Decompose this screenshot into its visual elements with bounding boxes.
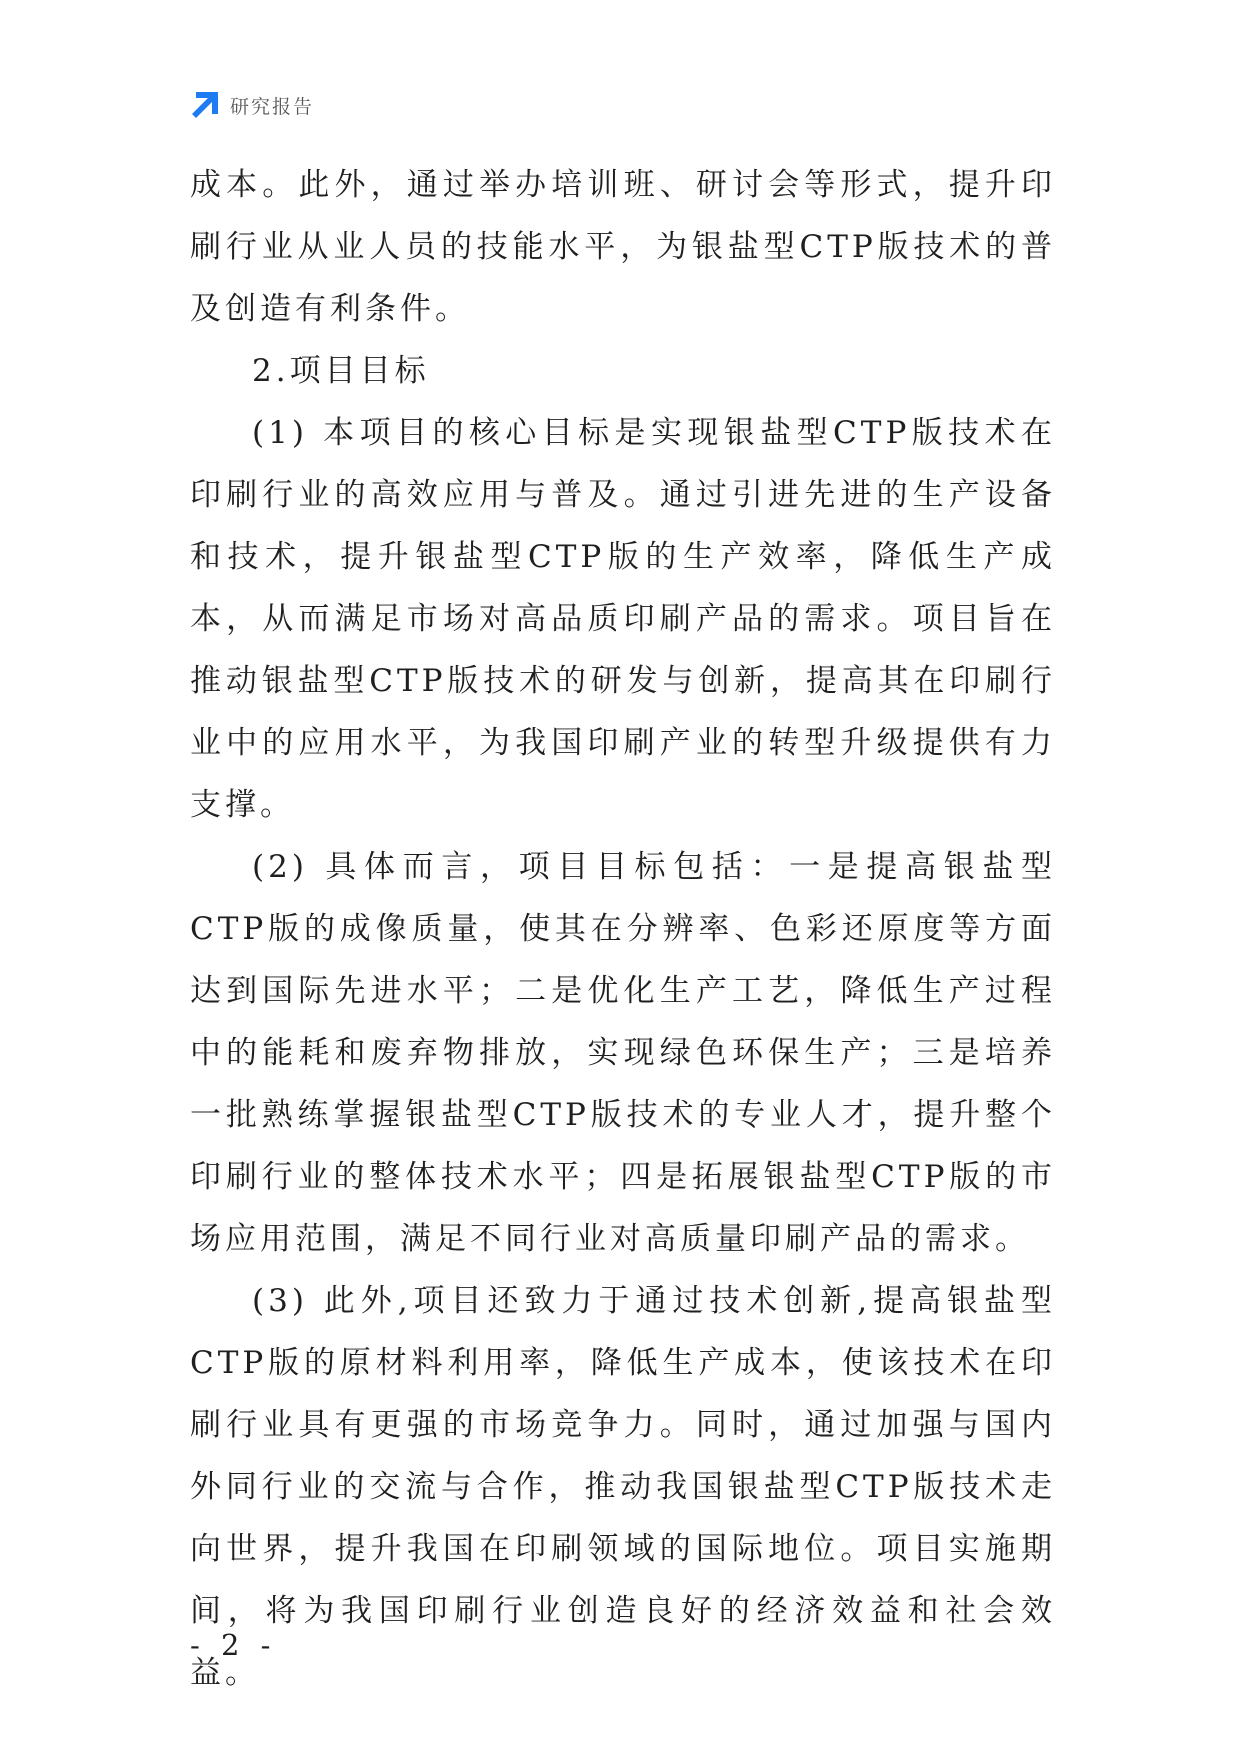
- arrow-up-right-logo-icon: [190, 90, 220, 120]
- header-title: 研究报告: [230, 95, 315, 118]
- paragraph-continuation: 成本。此外，通过举办培训班、研讨会等形式，提升印刷行业从业人员的技能水平，为银盐型CTP版技术的普及创造有利条件。: [190, 167, 1056, 327]
- paragraph-goal-3: (3) 此外,项目还致力于通过技术创新,提高银盐型CTP版的原材料利用率，降低生产成本，使该技术在印刷行业具有更强的市场竞争力。同时，通过加强与国内外同行业的交流与合作，推动我国银盐型CTP版技术走向世界，提升我国在印刷领域的国际地位。项目实施期间，将为我国印刷行业创造良好的经济效益和社会效益。: [190, 1283, 1056, 1691]
- page-number: - 2 -: [190, 1628, 277, 1662]
- document-body: [190, 154, 1056, 1704]
- paragraph-goal-2: (2) 具体而言，项目目标包括：一是提高银盐型CTP版的成像质量，使其在分辨率、色彩还原度等方面达到国际先进水平；二是优化生产工艺，降低生产过程中的能耗和废弃物排放，实现绿色环保生产；三是培养一批熟练掌握银盐型CTP版技术的专业人才，提升整个印刷行业的整体技术水平；四是拓展银盐型CTP版的市场应用范围，满足不同行业对高质量印刷产品的需求。: [190, 849, 1056, 1257]
- section-heading: 2.项目目标: [252, 353, 430, 389]
- page-header: [190, 88, 314, 122]
- paragraph-goal-1: (1) 本项目的核心目标是实现银盐型CTP版技术在印刷行业的高效应用与普及。通过引进先进的生产设备和技术，提升银盐型CTP版的生产效率，降低生产成本，从而满足市场对高品质印刷产品的需求。项目旨在推动银盐型CTP版技术的研发与创新，提高其在印刷行业中的应用水平，为我国印刷产业的转型升级提供有力支撑。: [190, 415, 1056, 823]
